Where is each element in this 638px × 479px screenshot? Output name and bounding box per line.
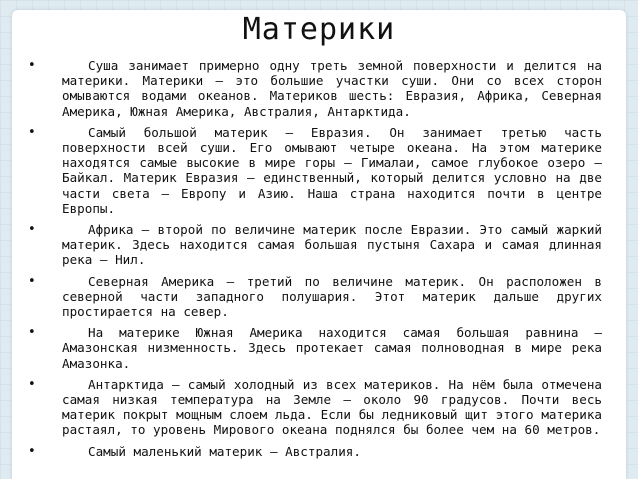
- list-item: [28, 274, 602, 320]
- bullet-icon: •: [28, 222, 36, 238]
- paragraph-text: Африка — второй по величине материк после Евразии. Это самый жаркий материк. Здесь находится самая большая пустыня Сахара и самая длинная река — Нил.: [62, 222, 602, 268]
- list-item: [28, 325, 602, 371]
- paragraph-text: Самый маленький материк — Австралия.: [88, 443, 361, 459]
- bullet-icon: •: [28, 58, 36, 73]
- bullet-icon: •: [28, 273, 36, 289]
- list-item: [28, 58, 602, 119]
- list-item: [28, 444, 602, 459]
- slide-content: [28, 58, 602, 465]
- paragraph-text: Самый большой материк — Евразия. Он занимает третью часть поверхности всей суши. Его омывают четыре океана. На этом материке находятся самые высокие в мире горы — Гималаи, самое глубокое озеро — Байкал. Материк Евразия — единственный, который делится условно на две части света — Европу и Азию. Наша страна находится почти в центре Европы.: [62, 124, 602, 216]
- slide-title: Материки: [242, 12, 396, 47]
- bullet-icon: •: [28, 325, 36, 341]
- paragraph-text: На материке Южная Америка находится самая большая равнина — Амазонская низменность. Здесь протекает самая полноводная в мире река Амазонка.: [62, 325, 602, 371]
- bullet-icon: •: [28, 376, 36, 392]
- list-item: [28, 377, 602, 438]
- bullet-icon: •: [28, 124, 36, 140]
- paragraph-text: Северная Америка — третий по величине материк. Он расположен в северной части западного полушария. Этот материк дальше других простирается на север.: [62, 273, 602, 320]
- paragraph-text: Суша занимает примерно одну треть земной поверхности и делится на материки. Материки — это большие участки суши. Они со всех сторон омываются водами океанов. Материков шесть: Евразия, Африка, Северная Америка, Южная Америка, Австралия, Антарктида.: [62, 58, 602, 119]
- list-item: [28, 125, 602, 216]
- bullet-icon: •: [28, 443, 36, 459]
- list-item: [28, 222, 602, 268]
- paragraph-text: Антарктида — самый холодный из всех материков. На нём была отмечена самая низкая температура на Земле — около 90 градусов. Почти весь материк покрыт мощным слоем льда. Если бы ледниковый щит этого материка растаял, то уровень Мирового океана поднялся бы более чем на 60 метров.: [62, 376, 602, 438]
